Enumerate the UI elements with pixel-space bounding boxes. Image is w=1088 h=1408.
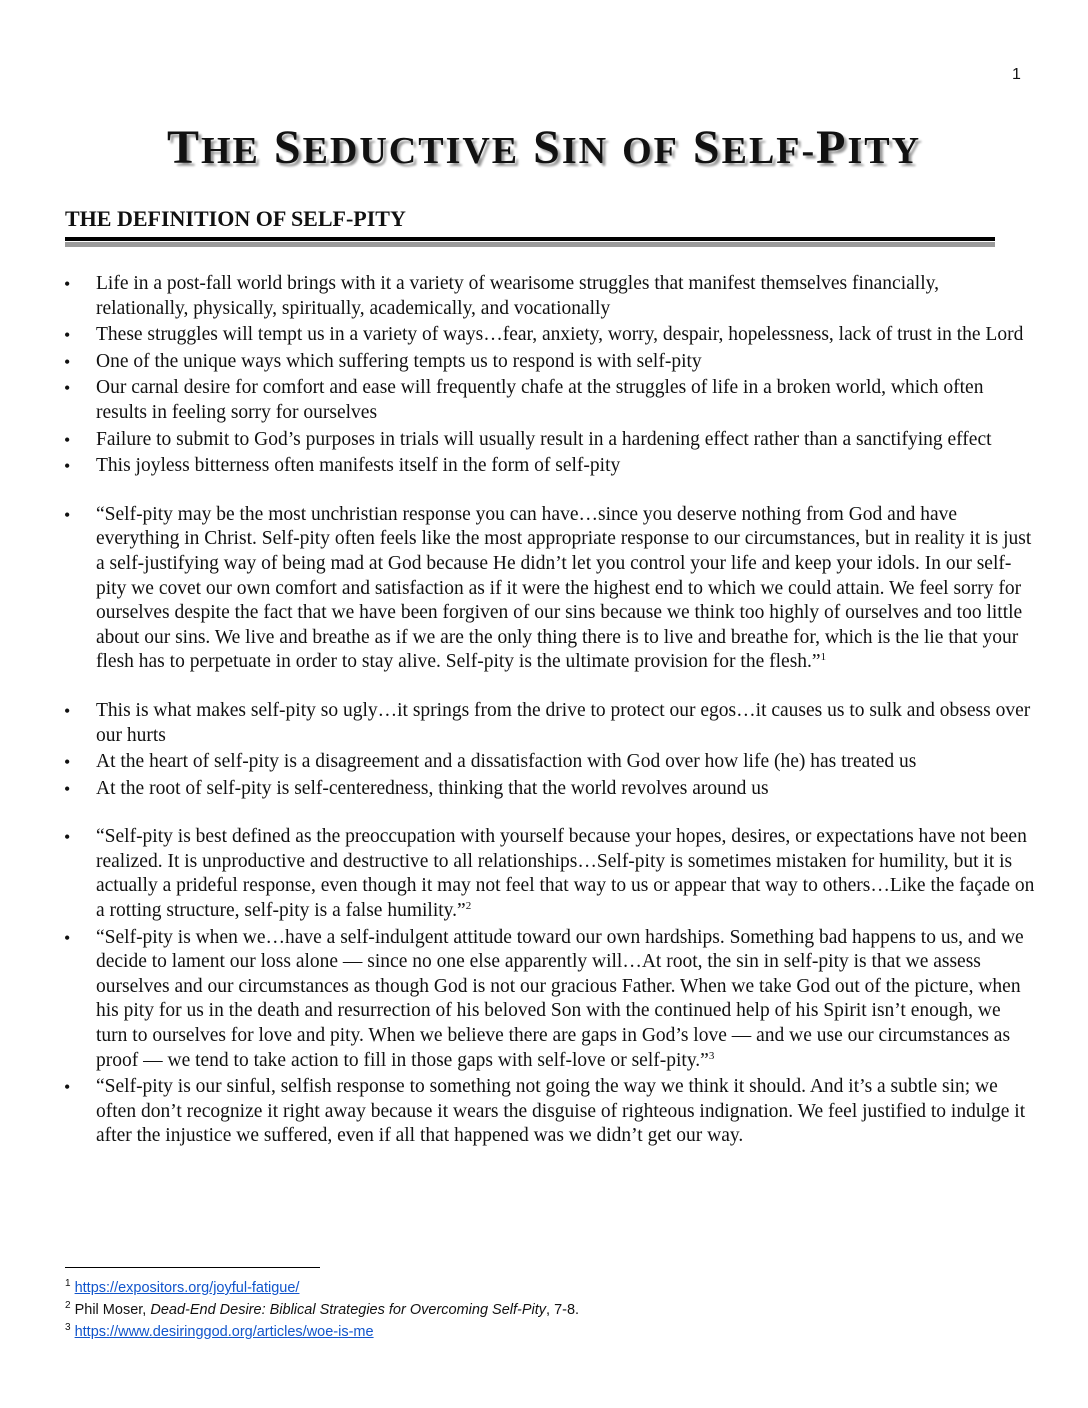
bullet-list [60,503,1035,675]
footnote-ref[interactable]: 2 [465,900,472,913]
title-word: SIN [533,121,609,174]
footnote: $^3$ https://www.desiringgod.org/articles/woe-is-me [65,1322,374,1340]
title-word: OF [622,130,679,172]
page-number: 1 [1012,66,1021,83]
list-item: • Our carnal desire for comfort and ease will frequently chafe at the struggles of life in a broken world, which often results in feeling sorry for ourselves [60,376,1035,425]
quote-text: “Self-pity may be the most unchristian response you can have…since you deserve nothing from God and have everything in Christ. Self-pity often feels like the most appropriate response to our circumstances, but in reality it is just a self-justifying way of being mad at God because He didn’t let you control your life and keep your idols. In our self-pity we covet our own comfort and satisfaction as if it were the highest end to which we could attain. We feel sorry for ourselves despite the fact that we have been forgiven of our sins because we think too highly of ourselves and too little about our sins. We live and breathe as if we are the only thing there is to live and breathe for, which is the lie that your flesh has to perpetuate in order to stay alive. Self-pity is the ultimate provision for the flesh.” [96,503,1032,673]
footnote-ref[interactable]: 3 [708,1049,715,1062]
heading-rule-shadow [65,242,995,247]
list-item [60,926,1035,1074]
footnote: $^1$ https://expositors.org/joyful-fatigue/ [65,1278,300,1296]
list-item: • Life in a post-fall world brings with it a variety of wearisome struggles that manifest themselves financially, relationally, physically, spiritually, academically, and vocationally [60,272,1035,321]
list-item: • These struggles will tempt us in a variety of ways…fear, anxiety, worry, despair, hopelessness, lack of trust in the Lord [60,323,1035,348]
list-item: • At the root of self-pity is self-centeredness, thinking that the world revolves around us [60,777,1035,802]
quote-text: “Self-pity is best defined as the preoccupation with yourself because your hopes, desires, or expectations have not been realized. It is unproductive and destructive to all relationships…Self-pity is sometimes mistaken for humility, but it is actually a prideful response, even though it may not feel that way to us or appear that way to others…Like the façade on a rotting structure, self-pity is a false humility.” [96,826,1035,922]
bullet-list [60,825,1035,1149]
list-item: • One of the unique ways which suffering tempts us to respond is with self-pity [60,350,1035,375]
footnote: $^2$ Phil Moser, Dead-End Desire: Biblical Strategies for Overcoming Self-Pity, 7-8. [65,1300,580,1318]
page-title [0,120,1088,175]
bullet-list [60,272,1035,479]
list-item: • This joyless bitterness often manifests itself in the form of self-pity [60,454,1035,479]
bullet-list [60,699,1035,801]
footnote-separator [65,1267,320,1268]
list-item [60,503,1035,675]
footnotes [65,1277,1015,1343]
list-item: • “Self-pity is our sinful, selfish response to something not going the way we think it should. And it’s a subtle sin; we often don’t recognize it right away because it wears the disguise of righteous indignation. We feel justified to indulge it after the injustice we suffered, even if all that happened was we didn’t get our way. [60,1075,1035,1149]
section-heading: THE DEFINITION OF SELF-PITY [65,206,406,231]
footnote-ref[interactable]: 1 [820,651,827,664]
title-word: THE [166,121,260,174]
list-item [60,825,1035,923]
title-word: SELF-PITY [692,121,922,174]
list-item: • Failure to submit to God’s purposes in trials will usually result in a hardening effect rather than a sanctifying effect [60,428,1035,453]
document-body [60,272,1035,1151]
footnote-link[interactable]: https://www.desiringgod.org/articles/woe-is-me [74,1324,374,1340]
title-word: SEDUCTIVE [273,121,520,174]
list-item: • This is what makes self-pity so ugly…it springs from the drive to protect our egos…it causes us to sulk and obsess over our hurts [60,699,1035,748]
heading-rule [65,237,995,241]
footnote-link[interactable]: https://expositors.org/joyful-fatigue/ [74,1280,300,1296]
list-item: • At the heart of self-pity is a disagreement and a dissatisfaction with God over how life (he) has treated us [60,750,1035,775]
quote-text: “Self-pity is when we…have a self-indulgent attitude toward our own hardships. Something bad happens to us, and we decide to lament our loss alone — since no one else apparently will…At root, the sin in self-pity is that we assess ourselves and our circumstances as though God is not our gracious Father. When we take God out of the picture, when his pity for us in the death and resurrection of his beloved Son with the continued help of his Spirit isn’t enough, we turn to ourselves for love and pity. When we believe there are gaps in God’s love — and we use our circumstances as proof — we tend to take action to fill in those gaps with self-love or self-pity.” [96,926,1024,1071]
book-title: Dead-End Desire: Biblical Strategies for Overcoming Self-Pity [150,1302,547,1318]
